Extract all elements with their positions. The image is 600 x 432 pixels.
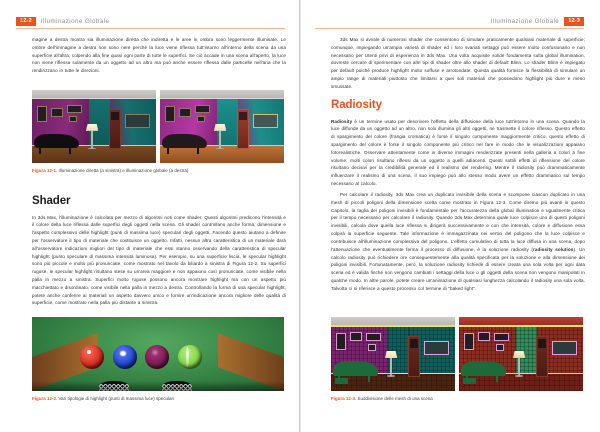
right-running-title: Illuminazione Globale: [490, 18, 560, 25]
radiosity-paragraph-2: [331, 191, 585, 293]
lamp-base: [515, 375, 523, 376]
figure-12-2: [32, 317, 284, 401]
figure-12-2-caption-text: Vari tipologie di highlight (punti di massima luce) speculari: [58, 395, 175, 401]
radiosity-section: [331, 100, 585, 293]
interior-direct-lighting-render: [32, 90, 156, 163]
figure-12-1-label: Figura 12-1.: [32, 167, 58, 173]
interior-mesh-subdivision-warm-render: [459, 317, 583, 391]
wall-mirror: [253, 114, 278, 128]
figure-12-3-label: Figura 12-3.: [331, 395, 357, 401]
right-intro-text: [331, 36, 585, 91]
lamp-base: [387, 375, 395, 376]
clock-face: [239, 112, 246, 120]
piano-leg: [69, 148, 71, 155]
grand-piano: [333, 361, 378, 376]
radiosity-paragraph-2-cont: ). Un calcolo radiosity può richiedere ore conseguentemente alla qualità specificata per la soluzione e alla dimensione dei poligoni invisibili. Fortunatamente, però, la soluzione radiosity richiede di essere creata una sola volta per ogni data scena ed è valida finché non vengono cambiati i settaggi della luce o gli oggetti della scena non vengono manipolati in qualche modo. In altre parole, potete creare un'animazione di qualsiasi lunghezza calcolando il radiosity una sola volta. Talvolta ci si riferisce a questo processo col termine di "baked light".: [331, 246, 585, 291]
grandfather-clock: [109, 109, 121, 149]
rail-shadow: [32, 381, 284, 391]
ball-red: [80, 345, 104, 369]
framed-picture: [67, 105, 82, 113]
lamp-base: [216, 148, 224, 149]
figure-12-3-caption: [331, 396, 583, 401]
grandfather-clock: [536, 336, 548, 377]
framed-picture: [37, 106, 47, 122]
lamp-base: [88, 148, 96, 149]
right-folio: 12-3: [564, 17, 584, 27]
pool-table-four-balls-render: [32, 317, 284, 391]
figure-12-2-caption: [32, 396, 284, 401]
framed-picture: [478, 332, 490, 342]
figure-12-1: [32, 90, 284, 173]
lamp-shade: [214, 124, 226, 131]
framed-picture: [195, 105, 210, 113]
shader-heading: Shader: [32, 195, 71, 207]
figure-12-1-caption-text: Illuminazione diretta (a sinistra) e illuminazione globale (a destra): [58, 167, 189, 173]
wall-mirror: [552, 341, 577, 355]
piano-leg: [167, 148, 169, 155]
figure-12-3-caption-text: Suddivisione delle mesh di una scena: [357, 395, 433, 401]
framed-picture: [197, 116, 204, 123]
wall-mirror: [424, 341, 449, 355]
specular-highlight: [186, 347, 189, 367]
left-running-head: [16, 16, 109, 27]
grand-piano: [34, 134, 79, 149]
shader-paragraph: In 3ds Max, l'illuminazione è calcolata per mezzo di algoritmi noti come shader. Questi algoritmi predicono l'intensità e il colore della luce riflessa dalle superfici degli oggetti nella scena. Gli shader controllano anche forma, dimensione e l'aspetto complessivo delle highlight (punti di massima luce) speculari degli oggetti. Facendo questo aiutano a definire per l'osservatore il tipo di materiale che costituisce un oggetto. Infatti, nessun altra caratteristica di un materiale darà all'osservatore indicazioni migliori del tipo di materiale che essi stanno osservando della caratteristica di specular highlight (punto speculare di massima intensità luminosa). Per esempio, su una superficie liscia, le specular highlight sono più piccole e molto più pronunciate, come mostrato nel tavolo da biliardo a sinistra di Figura 12-2. Su superfici rugose, le specular highlight risultano stese su un'area maggiore e non appaiono così pronunciate, come visibile nella palla in mezzo a sinistra. Superfici molto rugose possono ancora mostrare highlight ma con un aspetto più macchiettato e disordinato, come visibile nella palla in mezzo a destra. Controllando la forma di una specular highlight, potete anche conferire ai materiali un aspetto davvero unico e fornire un'indicazione ancora migliore delle qualità di superficie, come mostrato nella palla più distante a sinistra.: [32, 214, 286, 306]
left-intro-paragraph: magine a destra mostra sia illuminazione diretta che indiretta e le aree in ombra sono leggermente illuminate. Le ombre dell'immagine a destra non sono nere perché la luce viene riflessa tutt'intorno all'interno della scena da una superficie all'altra, colpendo alla fine quasi ogni parte di tutte le superfici. Se ciò accade in una scena all'aperto, la luce non viene riflessa solamente da un oggetto ad un altro ma può anche essere riflessa dalle particelle nell'aria che la rendirizzano in tutte le direzioni.: [32, 37, 286, 74]
figure-12-2-label: Figura 12-2.: [32, 395, 58, 401]
ball-blue: [113, 345, 137, 369]
figure-12-1-caption: [32, 168, 284, 173]
ball-purple: [145, 345, 169, 369]
grandfather-clock: [408, 336, 420, 377]
framed-picture: [51, 108, 63, 117]
right-header-rule: [315, 28, 584, 29]
lamp-pole: [219, 131, 221, 149]
shader-section: [32, 196, 286, 307]
figure-12-1-images: [32, 90, 284, 163]
framed-picture: [494, 333, 509, 341]
framed-picture: [496, 344, 503, 351]
framed-picture: [336, 333, 346, 349]
clock-face: [538, 339, 545, 348]
specular-highlight: [87, 350, 91, 354]
piano-leg: [496, 375, 498, 382]
lamp-pole: [390, 358, 392, 376]
lamp-pole: [91, 131, 93, 149]
radiosity-heading: Radiosity: [331, 99, 382, 111]
grand-piano: [461, 361, 506, 376]
interior-global-illumination-render: [160, 90, 284, 163]
left-header-rule: [16, 28, 285, 29]
radiosity-paragraph-1-text: è un termine usato per descrivere l'effetto della diffusione della luce tutt'intorno in una scena. Quando la luce diffonde da un oggetto ad un altro, non solo illumina gli altri oggetti, ne trasmette il colore riflesso. Questo effetto di spargimento del colore (frangia cromatica) è forse il singolo componente maggiormente critico, questo effetto di spargimento del colore è forse il singolo componente più critico nel fare in modo che le visualizzazioni appaiano fotorealistiche. Osservare attentamente come in diverse immagini renderizzate presenti nella galleria a colori a fine volume, molti colori risultano riflessi da un oggetto a quelli adiacenti. Questi sottili effetti di riflessione del colore risultano decisivi per la credibilità generale ed il realismo del rendering. Mentre il radiosity può drammaticamente influenzare il realismo di una scena, il suo impiego può allo stesso modo avere un effetto drammatico sul tempo necessario al calcolo.: [331, 118, 585, 186]
lamp-pole: [518, 358, 520, 376]
radiosity-paragraph-1: [331, 118, 585, 188]
framed-picture: [350, 332, 362, 342]
ball-green: [178, 345, 202, 369]
specular-highlight: [151, 349, 159, 355]
wall-mirror: [125, 114, 150, 128]
framed-picture: [69, 116, 76, 123]
right-running-head: [491, 16, 584, 27]
clock-face: [410, 339, 417, 348]
lamp-shade: [513, 351, 525, 358]
lamp-shade: [86, 124, 98, 131]
right-page: [300, 0, 600, 432]
specular-highlight: [120, 351, 125, 356]
piano-leg: [197, 148, 199, 155]
radiosity-paragraph-2-text: Per calcolare il radiosity, 3ds Max crea un duplicato invisibile della scena e scompone ciascun duplicato in una mesh di piccoli poligoni della dimensione scelta come mostrato in Figura 12-3. Come diremo più avanti in questo Capitolo, la taglia dei poligoni invisibili è fondamentale per l'accuratezza della global illumination e ugualmente critica per il tempo necessario per calcolare il radiosity. Quando 3ds Max determina quale luce colpisce uno di questi poligoni invisibili, calcola dove quella luce riflessa si dirigerà successivamente e con che intensità, colore e diffusione essa colpirà la superficie seguente. Tale informazione è immagazzinata nei vertici del poligono che la luce colpisce e contribuisce all'illuminazione complessiva del poligono. L'effetto cumulativo di tutta la luce diffusa in una scena, dopo l'attenuazione che eventualmente ferma il processo di diffusione, è la soluzione radiosity (: [331, 192, 585, 252]
framed-picture: [464, 333, 474, 349]
left-folio: 12-2: [16, 17, 36, 27]
framed-picture: [179, 108, 191, 117]
framed-picture: [165, 106, 175, 122]
framed-picture: [368, 344, 375, 351]
piano-leg: [39, 148, 41, 155]
interior-mesh-subdivision-cool-render: [331, 317, 455, 391]
grandfather-clock: [237, 109, 249, 149]
radiosity-lead-in: Radiosity: [331, 118, 353, 124]
figure-12-3-images: [331, 317, 583, 391]
left-intro-text: [32, 36, 286, 84]
clock-face: [111, 112, 118, 120]
radiosity-solution-term: radiosity solution: [533, 246, 574, 252]
left-running-title: Illuminazione Globale: [40, 18, 110, 25]
piano-bench: [463, 378, 477, 383]
framed-picture: [366, 333, 381, 341]
right-intro-paragraph: 3ds Max si avvale di numerosi shader che consentono di simulare praticamente qualsiasi materiale di superficie; comunque, impiegando un'ampia varietà di shader ed i loro svariati settaggi può essere molto confusionario e non necessario per Utenti privi di esperienza in 3ds Max. Una volta acquisite solide fondamenta sulla global illumination, dovreste cercare di sperimentare con altri tipi di shader oltre allo shader di default Blinn. Lo shader Blinn è impiegato per default poiché produce highlight molto soffuse e arrotondate. Questa qualità fornisce la flessibilità di simulare un ampio range di materiali piuttosto che limitarsi a quei soli materiali che possiedono highlight più dure e meno smussate.: [331, 37, 585, 89]
lamp-shade: [385, 351, 397, 358]
figure-12-3: [331, 317, 583, 401]
grand-piano: [162, 134, 207, 149]
piano-leg: [368, 375, 370, 382]
piano-bench: [335, 378, 349, 383]
